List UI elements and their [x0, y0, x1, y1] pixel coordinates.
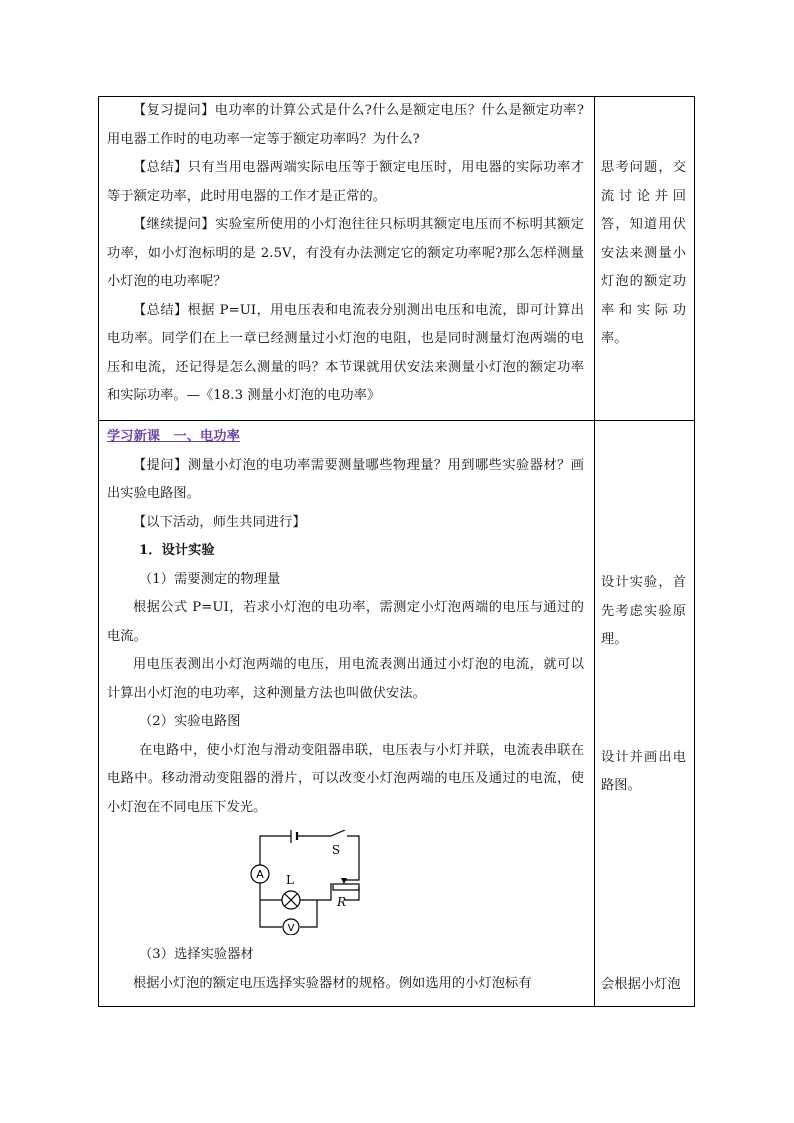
- table-row: [99, 421, 695, 1007]
- ammeter-label: A: [256, 868, 264, 881]
- voltmeter-label: V: [287, 923, 295, 934]
- content-cell: [99, 421, 595, 1007]
- paragraph-2: 用电压表测出小灯泡两端的电压，用电流表测出通过小灯泡的电流，就可以计算出小灯泡的电功率，这种测量方法也叫做伏安法。: [107, 657, 584, 701]
- subheading-2: （2）实验电路图: [139, 714, 241, 729]
- content-cell: [99, 97, 595, 421]
- lamp-label: L: [286, 873, 294, 887]
- table-row: [99, 97, 695, 421]
- summary-2: 【总结】根据 P=UI，用电压表和电流表分别测出电压和电流，即可计算出电功率。同学们在上一章已经测量过小灯泡的电阻，也是同时测量灯泡两端的电压和电流，还记得是怎么测量的吗？本节课就用伏安法来测量小灯泡的额定功率和实际功率。—《18.3 测量小灯泡的电功率》: [107, 302, 584, 403]
- lesson-table: [98, 96, 695, 1007]
- paragraph-4: 根据小灯泡的额定电压选择实验器材的规格。例如选用的小灯泡标有: [133, 975, 532, 991]
- step-heading: 1．设计实验: [139, 543, 215, 558]
- activity-note: 【以下活动，师生共同进行】: [133, 514, 306, 530]
- follow-up-question: 【继续提问】实验室所使用的小灯泡往往只标明其额定电压而不标明其额定功率，如小灯泡标明的是 2.5V，有没有办法测定它的额定功率呢?那么怎样测量小灯泡的电功率呢？: [107, 217, 584, 289]
- subheading-1: （1）需要测定的物理量: [139, 571, 281, 587]
- student-activity-cell: [595, 97, 695, 421]
- subheading-3: （3）选择实验器材: [139, 947, 254, 962]
- student-activity-text: 思考问题，交流讨论并回答，知道用伏安法来测量小灯泡的额定功率和实际功率。: [601, 160, 686, 346]
- circuit-diagram: [239, 830, 369, 935]
- switch-label: S: [331, 843, 341, 857]
- student-activity-3: 会根据小灯泡: [601, 976, 681, 992]
- review-question: 【复习提问】电功率的计算公式是什么?什么是额定电压？什么是额定功率?用电器工作时的电功率一定等于额定功率吗？为什么?: [107, 103, 584, 147]
- paragraph-1: 根据公式 P=UI，若求小灯泡的电功率，需测定小灯泡两端的电压与通过的电流。: [107, 600, 584, 644]
- section-heading: 学习新课 一、电功率: [107, 429, 240, 444]
- summary-1: 【总结】只有当用电器两端实际电压等于额定电压时，用电器的实际功率才等于额定功率，此时用电器的工作才是正常的。: [107, 160, 584, 204]
- question-text: 【提问】测量小灯泡的电功率需要测量哪些物理量？用到哪些实验器材？画出实验电路图。: [107, 457, 584, 501]
- student-activity-cell: [595, 421, 695, 1007]
- slider-arrow-icon: [341, 878, 347, 884]
- paragraph-3: 在电路中，使小灯泡与滑动变阻器串联，电压表与小灯并联，电流表串联在电路中。移动滑动变阻器的滑片，可以改变小灯泡两端的电压及通过的电流，使小灯泡在不同电压下发光。: [107, 742, 584, 815]
- student-activity-2: 设计并画出电路图。: [601, 749, 686, 793]
- rheostat-label: R: [337, 895, 347, 909]
- student-activity-1: 设计实验，首先考虑实验原理。: [601, 575, 686, 647]
